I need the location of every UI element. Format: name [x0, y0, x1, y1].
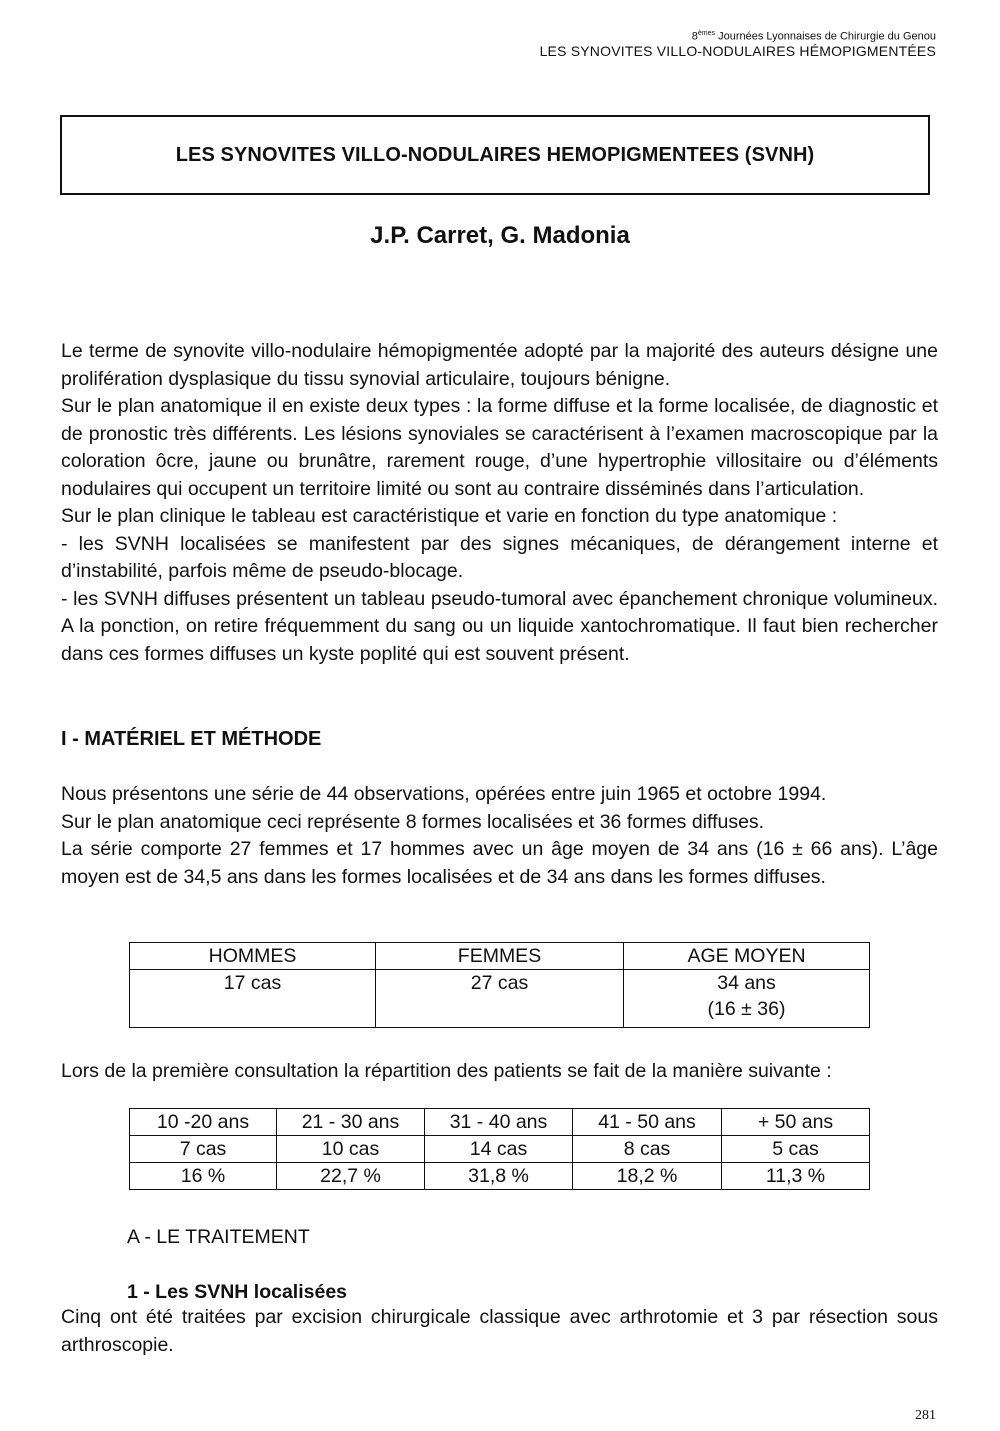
age-distribution-table — [129, 1108, 870, 1190]
table-cell: 34 ans (16 ± 36) — [624, 970, 870, 1028]
running-title: LES SYNOVITES VILLO-NODULAIRES HÉMOPIGMENTÉES — [539, 43, 936, 60]
journal-line: 8èmes Journées Lyonnaises de Chirurgie du Genou — [691, 30, 936, 43]
table-header-cell: 10 -20 ans — [130, 1109, 277, 1136]
table2-intro: Lors de la première consultation la répartition des patients se fait de la manière suivante : — [61, 1060, 832, 1082]
table-cell: 17 cas — [130, 970, 376, 1028]
table-cell: 11,3 % — [722, 1163, 870, 1190]
journal-name: Journées Lyonnaises de Chirurgie du Genou — [715, 30, 936, 43]
paper-title: LES SYNOVITES VILLO-NODULAIRES HEMOPIGMENTEES (SVNH) — [175, 143, 815, 166]
table-row — [130, 970, 870, 1028]
table-header-cell: 41 - 50 ans — [573, 1109, 722, 1136]
intro-paragraph: Sur le plan anatomique il en existe deux types : la forme diffuse et la forme localisée, de diagnostic et de pronostic très différents. Les lésions synoviales se caractérisent à l’examen macroscopique par la coloration ôcre, jaune ou brunâtre, rarement rouge, d’une hypertrophie villositaire ou d’éléments nodulaires qui occupent un territoire limité ou sont au contraire disséminés dans l’articulation. — [61, 395, 938, 500]
section1-paragraph: Nous présentons une série de 44 observations, opérées entre juin 1965 et octobre 1994. — [61, 783, 827, 805]
table-cell: 8 cas — [573, 1136, 722, 1163]
table-header-cell: 31 - 40 ans — [425, 1109, 573, 1136]
intro-paragraph: Le terme de synovite villo-nodulaire hémopigmentée adopté par la majorité des auteurs désigne une prolifération dysplasique du tissu synovial articulaire, toujours bénigne. — [61, 340, 938, 390]
authors: J.P. Carret, G. Madonia — [370, 222, 630, 249]
table-cell: 18,2 % — [573, 1163, 722, 1190]
table-cell: 5 cas — [722, 1136, 870, 1163]
title-box — [60, 115, 930, 195]
intro-paragraph: Sur le plan clinique le tableau est caractéristique et varie en fonction du type anatomique : — [61, 505, 838, 527]
table-header-cell: AGE MOYEN — [624, 943, 870, 970]
table-cell: 10 cas — [277, 1136, 425, 1163]
intro-paragraph: - les SVNH diffuses présentent un tableau pseudo-tumoral avec épanchement chronique volumineux. A la ponction, on retire fréquemment du sang ou un liquide xantochromatique. Il faut bien rechercher dans ces formes diffuses un kyste poplité qui est souvent présent. — [61, 587, 938, 665]
table-header-row — [130, 943, 870, 970]
table-cell: 14 cas — [425, 1136, 573, 1163]
table-header-cell: HOMMES — [130, 943, 376, 970]
table-header-cell: + 50 ans — [722, 1109, 870, 1136]
sex-age-table — [129, 942, 870, 1028]
ordinal-suffix: èmes — [697, 30, 716, 37]
table-cell: 31,8 % — [425, 1163, 573, 1190]
table-row — [130, 1136, 870, 1163]
running-header — [540, 30, 936, 59]
section-heading: I - MATÉRIEL ET MÉTHODE — [61, 728, 322, 750]
table-cell: 7 cas — [130, 1136, 277, 1163]
section1-paragraph: La série comporte 27 femmes et 17 hommes avec un âge moyen de 34 ans (16 ± 66 ans). L’âge moyen est de 34,5 ans dans les formes localisées et de 34 ans dans les formes diffuses. — [61, 838, 938, 888]
subsubsection-heading: 1 - Les SVNH localisées — [127, 1281, 348, 1303]
table-cell: 16 % — [130, 1163, 277, 1190]
section1-paragraph: Sur le plan anatomique ceci représente 8 formes localisées et 36 formes diffuses. — [61, 810, 765, 833]
table-row — [130, 1163, 870, 1190]
table-cell: 22,7 % — [277, 1163, 425, 1190]
page-number: 281 — [915, 1408, 936, 1423]
age-range: (16 ± 36) — [707, 998, 786, 1020]
table-cell: 27 cas — [376, 970, 624, 1028]
subsection-heading: A - LE TRAITEMENT — [127, 1226, 310, 1248]
table-header-cell: 21 - 30 ans — [277, 1109, 425, 1136]
intro-text — [61, 338, 938, 668]
intro-paragraph: - les SVNH localisées se manifestent par des signes mécaniques, de dérangement interne et d’instabilité, parfois même de pseudo-blocage. — [61, 532, 938, 582]
table-header-cell: FEMMES — [376, 943, 624, 970]
treatment-text: Cinq ont été traitées par excision chirurgicale classique avec arthrotomie et 3 par résection sous arthroscopie. — [61, 1306, 938, 1356]
table-header-row — [130, 1109, 870, 1136]
section1-text — [61, 781, 938, 891]
